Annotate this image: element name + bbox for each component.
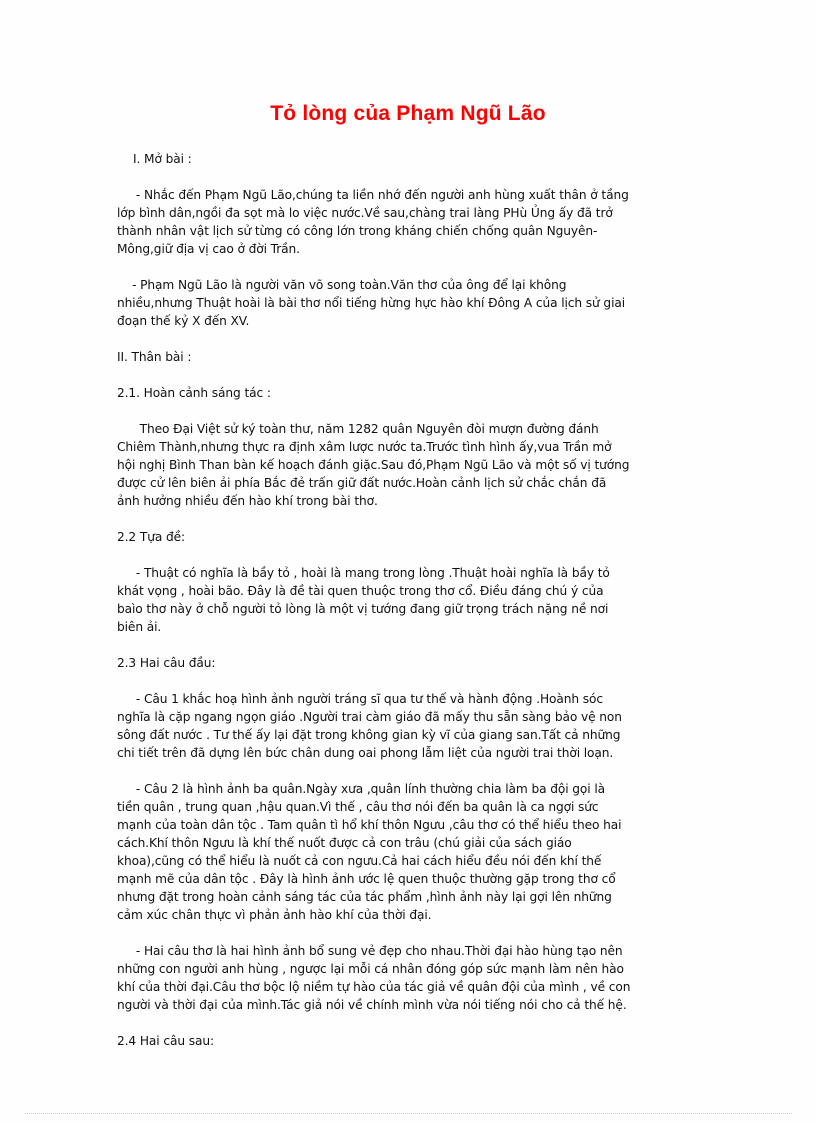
paragraph-2-1	[117, 420, 707, 510]
document-title: Tỏ lòng của Phạm Ngũ Lão	[270, 102, 546, 125]
text-line: - Hai câu thơ là hai hình ảnh bổ sung vẻ đẹp cho nhau.Thời đại hào hùng tạo nên	[117, 944, 623, 958]
text-line: khoa),cũng có thể hiểu là nuốt cả con ngưu.Cả hai cách hiểu đều nói đến khí thế	[117, 854, 602, 868]
text-line: baìo thơ này ở chỗ người tỏ lòng là một vị tướng đang giữ trọng trách nặng nề nơi	[117, 602, 609, 616]
paragraph-2-2	[117, 564, 707, 636]
text-line: Theo Đại Việt sử ký toàn thư, năm 1282 quân Nguyên đòi mượn đường đánh	[117, 422, 599, 436]
paragraph-2-3-c	[117, 942, 707, 1014]
text-line: khí của thời đại.Câu thơ bộc lộ niềm tự hào của tác giả về quân đội của mình , về con	[117, 980, 631, 994]
section-heading-body: II. Thân bài :	[117, 350, 192, 364]
text-line: - Câu 1 khắc hoạ hình ảnh người tráng sĩ qua tư thế và hành động .Hoành sóc	[117, 692, 603, 706]
paragraph-intro-2	[117, 276, 707, 330]
text-line: tiền quân , trung quan ,hậu quan.Vì thế , câu thơ nói đến ba quân là ca ngợi sức	[117, 800, 599, 814]
text-line: hội nghị Bình Than bàn kế hoạch đánh giặc.Sau đó,Phạm Ngũ Lão và một số vị tướng	[117, 458, 630, 472]
paragraph-2-3-a	[117, 690, 707, 762]
subsection-heading-2-3: 2.3 Hai câu đầu:	[117, 656, 216, 670]
text-line: người và thời đại của mình.Tác giả nói về chính mình vừa nói tiếng nói cho cả thế hệ.	[117, 998, 627, 1012]
document-body	[117, 150, 707, 1050]
text-line: biên ải.	[117, 620, 162, 634]
text-line: chi tiết trên đã dựng lên bức chân dung oai phong lẫm liệt của người trai thời loạn.	[117, 746, 614, 760]
paragraph-intro-1	[117, 186, 707, 258]
text-line: thành nhân vật lịch sử từng có công lớn trong kháng chiến chống quân Nguyên-	[117, 224, 598, 238]
text-line: nghĩa là cặp ngang ngọn giáo .Người trai càm giáo đã mấy thu sẵn sàng bảo vệ non	[117, 710, 622, 724]
text-line: sông đất nước . Tư thế ấy lại đặt trong không gian kỳ vĩ của giang san.Tất cả những	[117, 728, 621, 742]
text-line: nhưng đặt trong hoàn cảnh sáng tác của tác phẩm ,hình ảnh này lại gợi lên những	[117, 890, 612, 904]
subsection-heading-2-1: 2.1. Hoàn cảnh sáng tác :	[117, 386, 271, 400]
text-line: khát vọng , hoài bão. Đây là đề tài quen thuộc trong thơ cổ. Điều đáng chú ý của	[117, 584, 604, 598]
text-line: Mông,giữ địa vị cao ở đời Trần.	[117, 242, 300, 256]
text-line: nhiều,nhưng Thuật hoài là bài thơ nổi tiếng hừng hực hào khí Đông A của lịch sử giai	[117, 296, 626, 310]
text-line: - Thuật có nghĩa là bầy tỏ , hoài là mang trong lòng .Thuật hoài nghĩa là bầy tỏ	[117, 566, 610, 580]
text-line: những con người anh hùng , ngược lại mỗi cá nhân đóng góp sức mạnh làm nên hào	[117, 962, 624, 976]
page-boundary-divider	[25, 1113, 792, 1114]
text-line: - Nhắc đến Phạm Ngũ Lão,chúng ta liền nhớ đến người anh hùng xuất thân ở tầng	[117, 188, 629, 202]
text-line: ảnh hưởng nhiều đến hào khí trong bài thơ.	[117, 494, 378, 508]
text-line: - Phạm Ngũ Lão là người văn võ song toàn.Văn thơ của ông để lại không	[117, 278, 567, 292]
section-heading-intro: I. Mở bài :	[133, 152, 192, 166]
subsection-heading-2-4: 2.4 Hai câu sau:	[117, 1034, 214, 1048]
text-line: cảm xúc chân thực vì phản ảnh hào khí của thời đại.	[117, 908, 432, 922]
text-line: mạnh của toàn dân tộc . Tam quân tì hổ khí thôn Ngưu ,câu thơ có thể hiểu theo hai	[117, 818, 622, 832]
text-line: được cử lên biên ải phía Bắc đẻ trấn giữ đất nước.Hoàn cảnh lịch sử chắc chắn đã	[117, 476, 607, 490]
text-line: cách.Khí thôn Ngưu là khí thế nuốt được cả con trâu (chú giải của sách giáo	[117, 836, 572, 850]
text-line: Chiêm Thành,nhưng thực ra định xâm lược nước ta.Trước tình hình ấy,vua Trần mở	[117, 440, 612, 454]
subsection-heading-2-2: 2.2 Tựa đề:	[117, 530, 186, 544]
paragraph-2-3-b	[117, 780, 707, 924]
text-line: mạnh mẽ của dân tộc . Đây là hình ảnh ước lệ quen thuộc thường gặp trong thơ cổ	[117, 872, 616, 886]
text-line: - Câu 2 là hình ảnh ba quân.Ngày xưa ,quân lính thường chia làm ba đội gọi là	[117, 782, 606, 796]
text-line: đoạn thế kỷ X đến XV.	[117, 314, 250, 328]
text-line: lớp bình dân,ngồi đa sọt mà lo việc nước.Về sau,chàng trai làng PHù Ủng ấy đã trở	[117, 206, 613, 220]
